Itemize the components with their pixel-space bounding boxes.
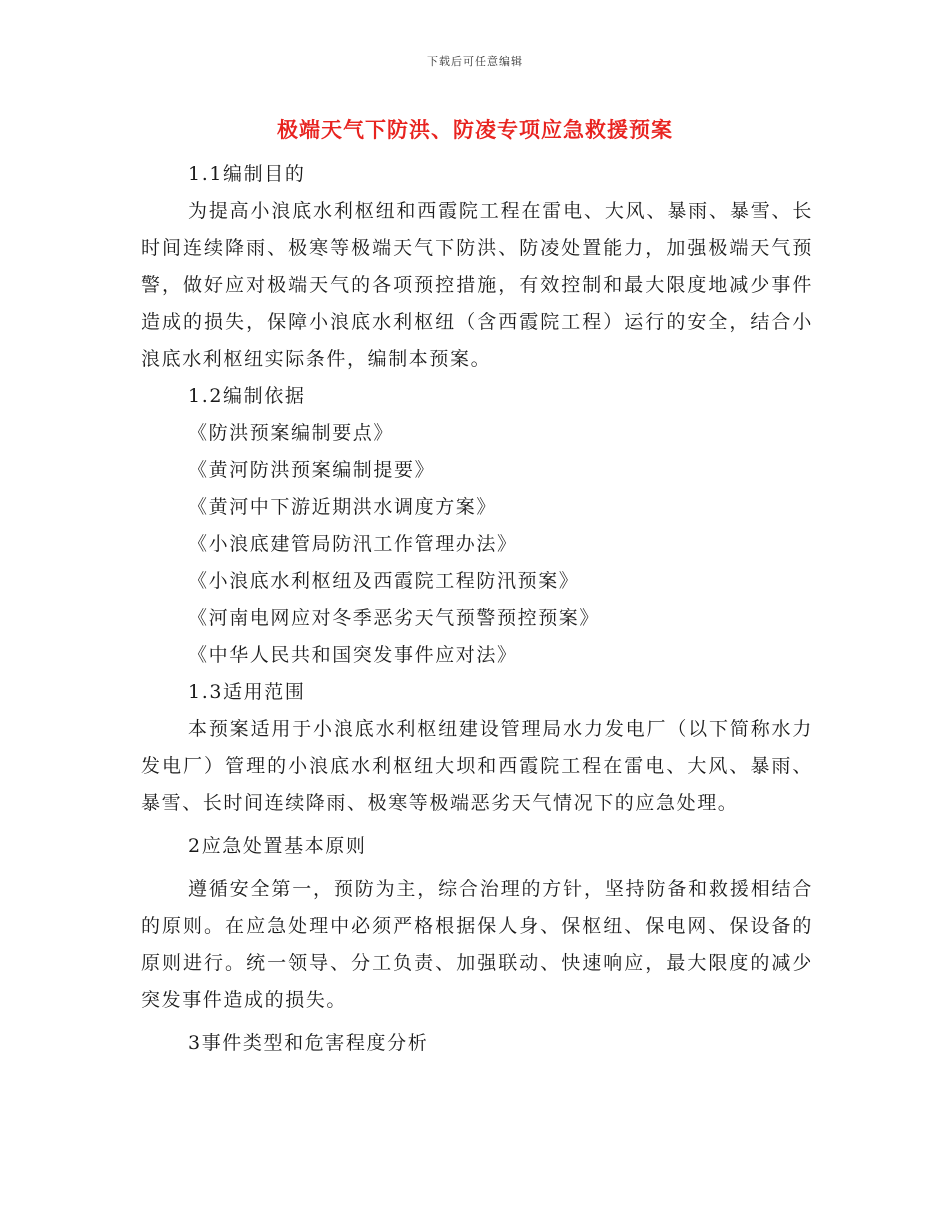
section-heading-2: 2应急处置基本原则 <box>188 835 367 857</box>
reference-item: 《中华人民共和国突发事件应对法》 <box>188 644 518 666</box>
reference-item: 《防洪预案编制要点》 <box>188 422 395 444</box>
reference-item: 《河南电网应对冬季恶劣天气预警预控预案》 <box>188 607 601 629</box>
reference-item: 《小浪底水利枢纽及西霞院工程防汛预案》 <box>188 570 580 592</box>
section-body-2: 遵循安全第一，预防为主，综合治理的方针，坚持防备和救援相结合的原则。在应急处理中必须严格根据保人身、保枢纽、保电网、保设备的原则进行。统一领导、分工负责、加强联动、快速响应，最大限度的减少突发事件造成的损失。 <box>141 878 813 1011</box>
section-body-1-1: 为提高小浪底水利枢纽和西霞院工程在雷电、大风、暴雨、暴雪、长时间连续降雨、极寒等极端天气下防洪、防凌处置能力，加强极端天气预警，做好应对极端天气的各项预控措施，有效控制和最大限度地减少事件造成的损失，保障小浪底水利枢纽（含西霞院工程）运行的安全，结合小浪底水利枢纽实际条件，编制本预案。 <box>141 200 813 370</box>
section-heading-1-2: 1.2编制依据 <box>188 385 306 407</box>
reference-item: 《黄河防洪预案编制提要》 <box>188 459 436 481</box>
section-body-1-3: 本预案适用于小浪底水利枢纽建设管理局水力发电厂（以下简称水力发电厂）管理的小浪底水利枢纽大坝和西霞院工程在雷电、大风、暴雨、暴雪、长时间连续降雨、极寒等极端恶劣天气情况下的应急处理。 <box>141 718 813 814</box>
document-title: 极端天气下防洪、防凌专项应急救援预案 <box>277 117 673 142</box>
page-header-note: 下载后可任意编辑 <box>427 55 523 68</box>
document-body <box>141 156 813 1062</box>
section-heading-3: 3事件类型和危害程度分析 <box>188 1032 429 1054</box>
reference-item: 《小浪底建管局防汛工作管理办法》 <box>188 533 518 555</box>
reference-item: 《黄河中下游近期洪水调度方案》 <box>188 496 498 518</box>
section-heading-1-3: 1.3适用范围 <box>188 681 306 703</box>
section-heading-1-1: 1.1编制目的 <box>188 163 306 185</box>
